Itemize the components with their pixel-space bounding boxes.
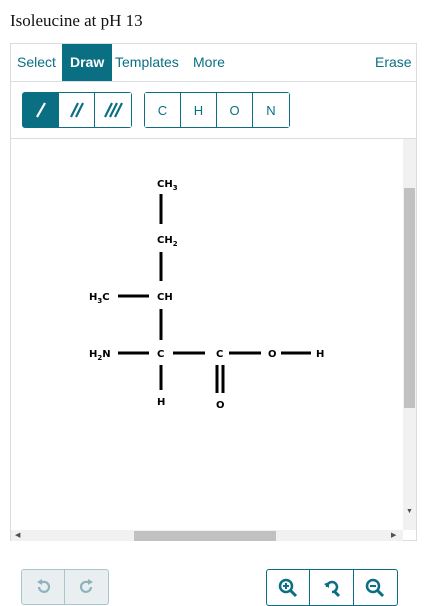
- menu-more[interactable]: More: [193, 54, 225, 70]
- atom-label-o-hydroxyl[interactable]: O: [268, 349, 277, 360]
- triple-bond-button[interactable]: [95, 93, 131, 127]
- undo-icon: [34, 578, 52, 596]
- editor-menu-bar: [11, 44, 416, 82]
- scroll-left-icon[interactable]: ◀: [15, 532, 21, 539]
- zoom-in-icon: [278, 578, 298, 598]
- double-bond-icon: [67, 100, 87, 120]
- redo-button[interactable]: [65, 570, 108, 604]
- structure-diagram: [11, 139, 403, 525]
- bond-tool-group: [22, 92, 132, 128]
- single-bond-button[interactable]: [23, 93, 59, 127]
- atom-label-o-carbonyl[interactable]: O: [216, 400, 225, 411]
- atom-label-c-alpha[interactable]: C: [157, 349, 165, 360]
- scroll-down-icon[interactable]: ▼: [406, 508, 413, 515]
- vertical-scrollbar[interactable]: [403, 139, 416, 530]
- atom-tool-group: [144, 92, 290, 128]
- vertical-scroll-thumb[interactable]: [404, 188, 415, 408]
- horizontal-scrollbar[interactable]: [11, 530, 403, 541]
- zoom-out-icon: [365, 578, 385, 598]
- atom-label-ch[interactable]: CH: [157, 292, 173, 303]
- undo-button[interactable]: [22, 570, 65, 604]
- zoom-out-button[interactable]: [354, 570, 397, 605]
- scroll-right-icon[interactable]: ▶: [391, 532, 397, 539]
- reset-view-button[interactable]: [310, 570, 353, 605]
- horizontal-scroll-thumb[interactable]: [134, 531, 276, 541]
- atom-label-h-alpha[interactable]: H: [157, 397, 166, 408]
- atom-label-h2n[interactable]: $H_2N$: [89, 349, 111, 362]
- atom-label-c-carboxyl[interactable]: C: [216, 349, 224, 360]
- atom-oxygen-button[interactable]: O: [217, 93, 253, 127]
- molecule-editor: [10, 43, 417, 541]
- triple-bond-icon: [102, 100, 124, 120]
- atom-label-h3c[interactable]: $H_3C$: [89, 292, 110, 305]
- single-bond-icon: [31, 100, 51, 120]
- history-group: [21, 569, 109, 605]
- zoom-in-button[interactable]: [267, 570, 310, 605]
- double-bond-button[interactable]: [59, 93, 95, 127]
- atom-hydrogen-button[interactable]: H: [181, 93, 217, 127]
- menu-draw[interactable]: Draw: [62, 44, 112, 81]
- redo-icon: [78, 578, 96, 596]
- menu-erase[interactable]: Erase: [375, 54, 412, 70]
- zoom-group: [266, 569, 398, 606]
- atom-label-ch3[interactable]: $CH_3$: [157, 179, 178, 192]
- page-title: Isoleucine at pH 13: [10, 11, 143, 30]
- reset-view-icon: [322, 578, 342, 598]
- menu-select[interactable]: Select: [17, 54, 56, 70]
- atom-label-h-acid[interactable]: H: [316, 349, 325, 360]
- draw-toolbar: [11, 82, 416, 139]
- atom-nitrogen-button[interactable]: N: [253, 93, 289, 127]
- atom-label-ch2[interactable]: $CH_2$: [157, 235, 178, 248]
- drawing-canvas[interactable]: [11, 139, 403, 525]
- menu-templates[interactable]: Templates: [115, 54, 179, 70]
- atom-carbon-button[interactable]: C: [145, 93, 181, 127]
